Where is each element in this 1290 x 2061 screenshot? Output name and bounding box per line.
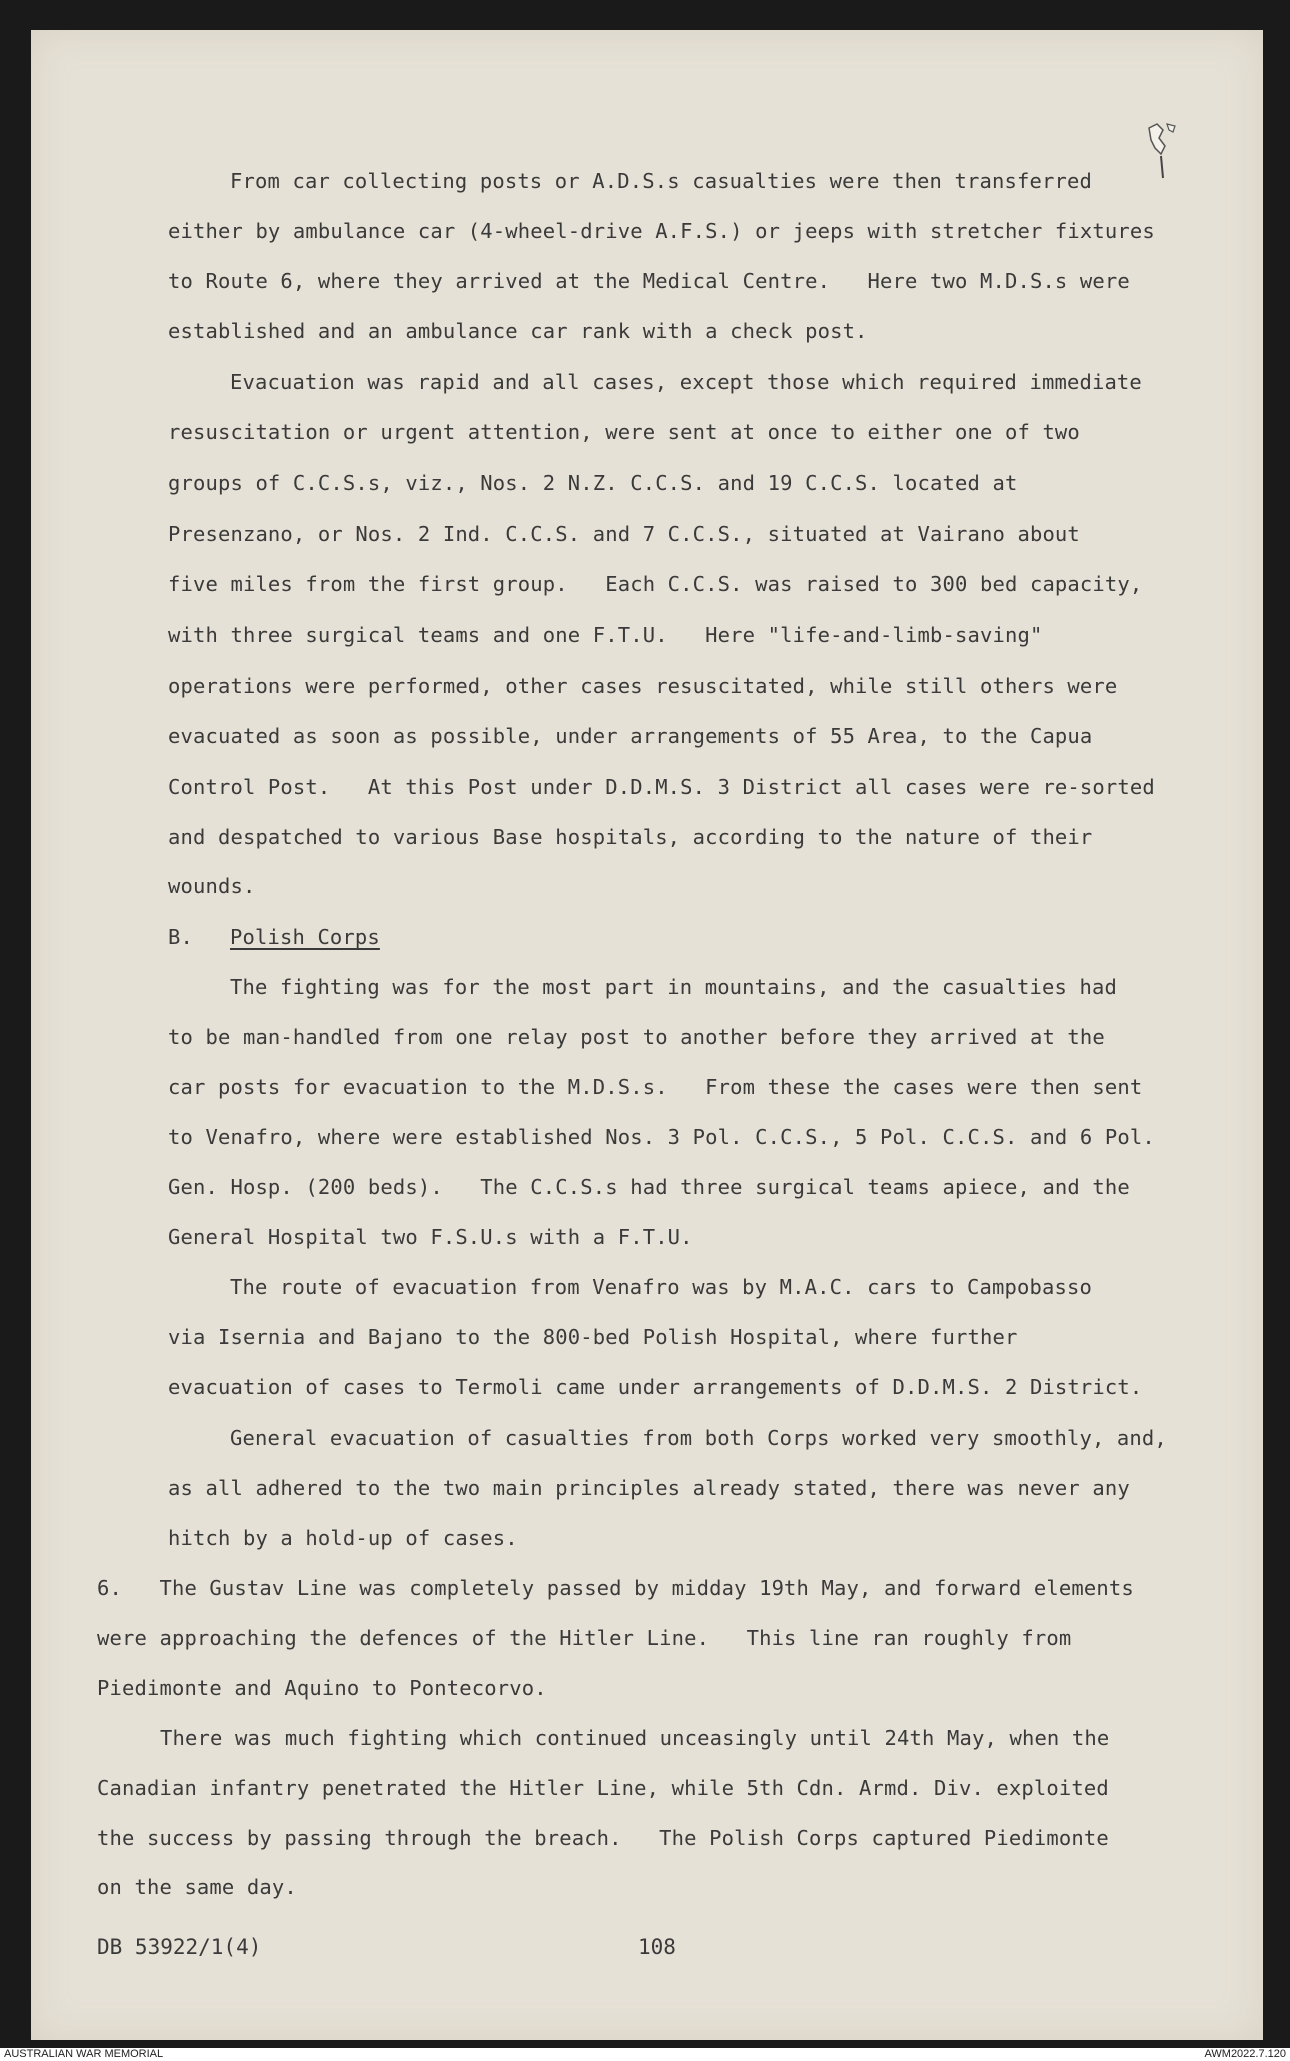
text-line: were approaching the defences of the Hitler Line. This line ran roughly from [97,1626,1072,1650]
text-line: to Route 6, where they arrived at the Medical Centre. Here two M.D.S.s were [168,269,1130,293]
text-line: evacuation of cases to Termoli came under arrangements of D.D.M.S. 2 District. [168,1375,1143,1399]
text-line: Presenzano, or Nos. 2 Ind. C.C.S. and 7 C.C.S., situated at Vairano about [168,522,1080,546]
text-line: with three surgical teams and one F.T.U. Here "life-and-limb-saving" [168,623,1043,647]
archive-name: AUSTRALIAN WAR MEMORIAL [4,2048,164,2060]
text-line: on the same day. [97,1875,297,1899]
text-line: From car collecting posts or A.D.S.s casualties were then transferred [230,169,1092,193]
text-line: established and an ambulance car rank with a check post. [168,319,868,343]
text-line: Piedimonte and Aquino to Pontecorvo. [97,1676,547,1700]
section-label: B. [168,925,193,949]
text-line: five miles from the first group. Each C.C.S. was raised to 300 bed capacity, [168,572,1143,596]
page-number: 108 [638,1935,676,1959]
text-line: General evacuation of casualties from both Corps worked very smoothly, and, [230,1426,1167,1450]
text-line: as all adhered to the two main principles already stated, there was never any [168,1476,1130,1500]
text-line: General Hospital two F.S.U.s with a F.T.U. [168,1225,693,1249]
text-line: There was much fighting which continued unceasingly until 24th May, when the [160,1726,1110,1750]
text-line: and despatched to various Base hospitals, according to the nature of their [168,825,1093,849]
archive-accession-number: AWM2022.7.120 [1204,2048,1286,2060]
text-line: to Venafro, where were established Nos. 3 Pol. C.C.S., 5 Pol. C.C.S. and 6 Pol. [168,1125,1155,1149]
text-line: the success by passing through the breach. The Polish Corps captured Piedimonte [97,1826,1109,1850]
text-line: groups of C.C.S.s, viz., Nos. 2 N.Z. C.C.S. and 19 C.C.S. located at [168,471,1018,495]
text-line: evacuated as soon as possible, under arrangements of 55 Area, to the Capua [168,724,1093,748]
text-line: The route of evacuation from Venafro was by M.A.C. cars to Campobasso [230,1275,1092,1299]
document-reference-code: DB 53922/1(4) [97,1935,262,1959]
text-line: 6. The Gustav Line was completely passed by midday 19th May, and forward elements [97,1576,1134,1600]
text-line: Canadian infantry penetrated the Hitler Line, while 5th Cdn. Armd. Div. exploited [97,1776,1109,1800]
text-line: hitch by a hold-up of cases. [168,1526,518,1550]
paper-damage-mark [1143,120,1183,180]
archive-caption-strip [0,2048,1290,2061]
text-line: resuscitation or urgent attention, were sent at once to either one of two [168,420,1080,444]
document-page [31,30,1263,2040]
text-line: The fighting was for the most part in mountains, and the casualties had [230,975,1117,999]
text-line: Control Post. At this Post under D.D.M.S. 3 District all cases were re-sorted [168,775,1155,799]
text-line: operations were performed, other cases resuscitated, while still others were [168,674,1118,698]
text-line: Evacuation was rapid and all cases, except those which required immediate [230,370,1142,394]
text-line: via Isernia and Bajano to the 800-bed Polish Hospital, where further [168,1325,1018,1349]
section-heading: Polish Corps [230,925,380,949]
text-line: to be man-handled from one relay post to another before they arrived at the [168,1025,1105,1049]
text-line: Gen. Hosp. (200 beds). The C.C.S.s had three surgical teams apiece, and the [168,1175,1130,1199]
text-line: either by ambulance car (4-wheel-drive A.F.S.) or jeeps with stretcher fixtures [168,219,1155,243]
text-line: car posts for evacuation to the M.D.S.s. From these the cases were then sent [168,1075,1143,1099]
text-line: wounds. [168,874,256,898]
